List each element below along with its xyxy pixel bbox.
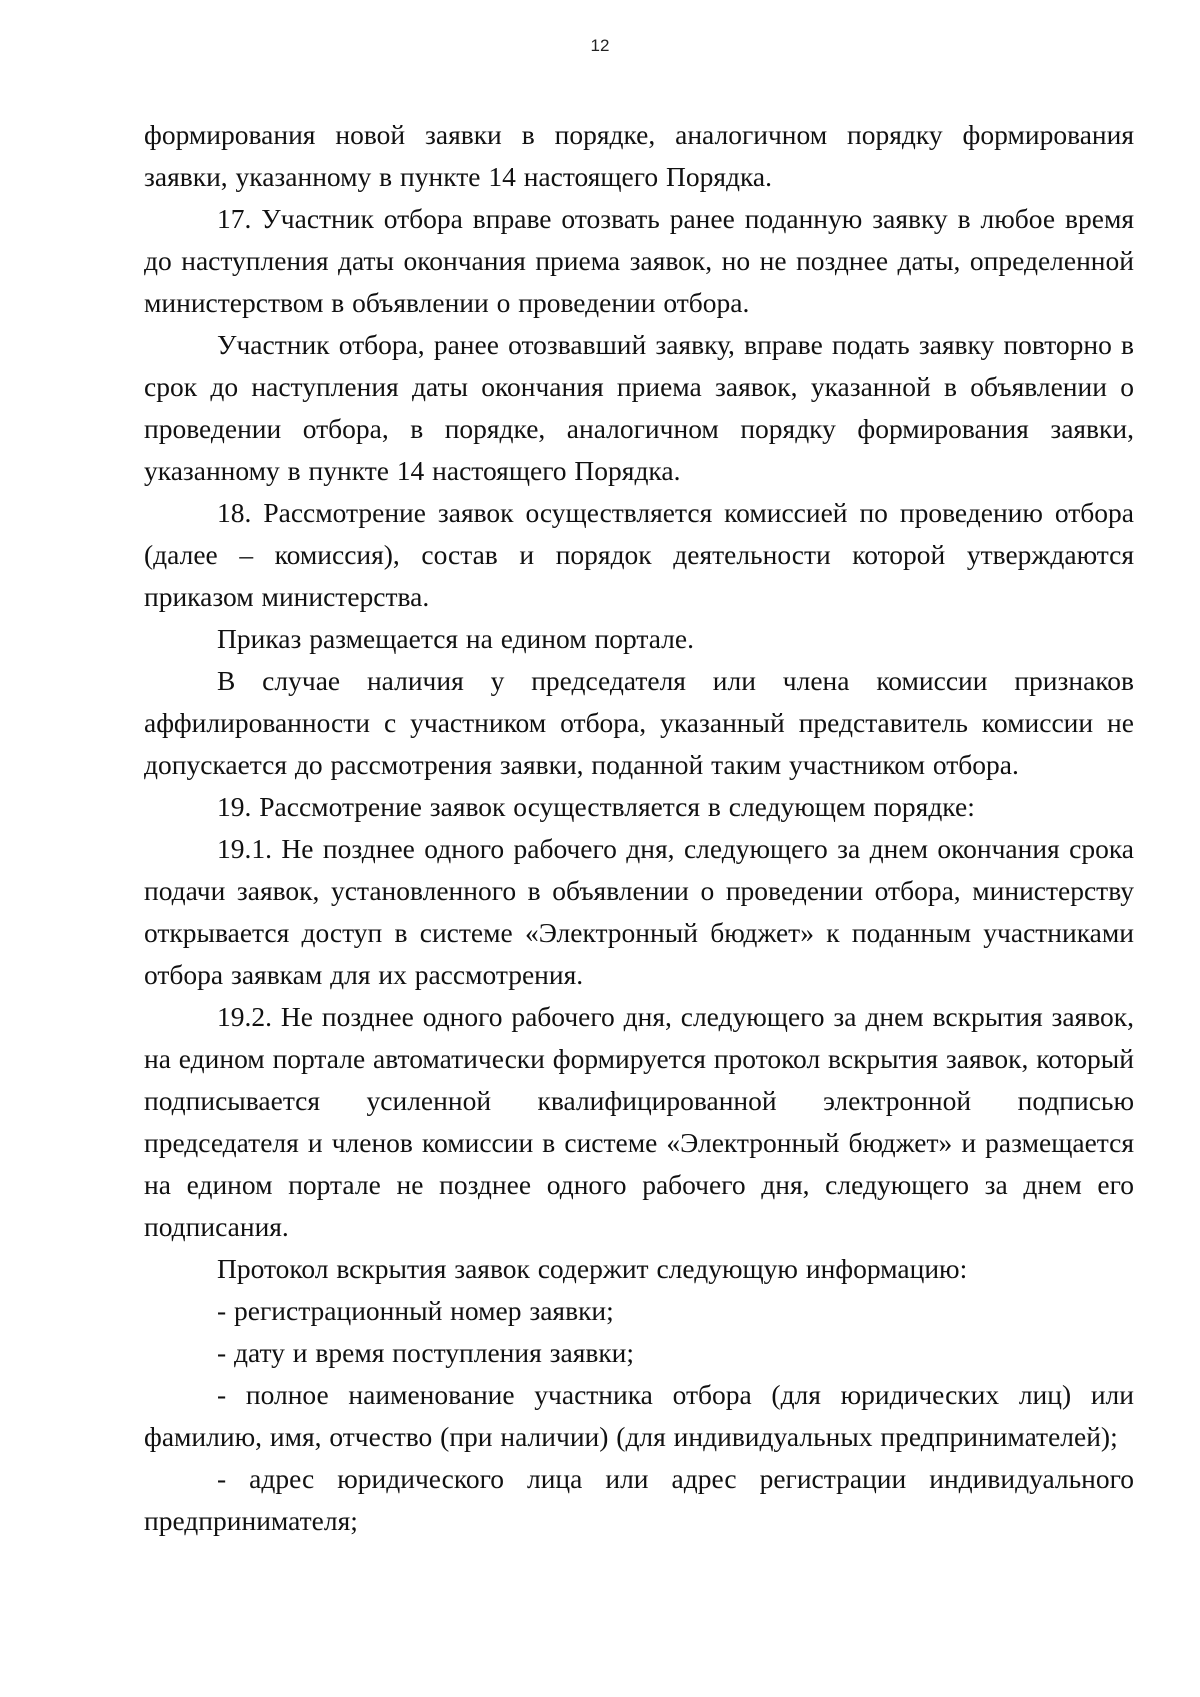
page-number: 12 bbox=[590, 36, 610, 55]
list-item-date-time: - дату и время поступления заявки; bbox=[217, 1337, 635, 1368]
paragraph-18: 18. Рассмотрение заявок осуществляется комиссией по проведению отбора (далее – комиссия), состав и порядок деятельности которой утверждаются приказом министерства. bbox=[144, 497, 1134, 612]
list-item-participant-name: - полное наименование участника отбора (для юридических лиц) или фамилию, имя, отчество (при наличии) (для индивидуальных предпринимателей); bbox=[144, 1379, 1134, 1452]
list-item-registration-number: - регистрационный номер заявки; bbox=[217, 1295, 614, 1326]
paragraph-18-affiliation: В случае наличия у председателя или члена комиссии признаков аффилированности с участником отбора, указанный представитель комиссии не допускается до рассмотрения заявки, поданной таким участником отбора. bbox=[144, 665, 1134, 780]
paragraph-17: 17. Участник отбора вправе отозвать ранее поданную заявку в любое время до наступления даты окончания приема заявок, но не позднее даты, определенной министерством в объявлении о проведении отбора. bbox=[144, 203, 1134, 318]
paragraph-17-resubmission: Участник отбора, ранее отозвавший заявку, вправе подать заявку повторно в срок до наступления даты окончания приема заявок, указанной в объявлении о проведении отбора, в порядке, аналогичном порядку формирования заявки, указанному в пункте 14 настоящего Порядка. bbox=[144, 329, 1134, 486]
document-body bbox=[144, 114, 1134, 1542]
paragraph-continuation: формирования новой заявки в порядке, аналогичном порядку формирования заявки, указанному в пункте 14 настоящего Порядка. bbox=[144, 119, 1134, 192]
paragraph-18-order-published: Приказ размещается на едином портале. bbox=[217, 623, 694, 654]
list-item-address: - адрес юридического лица или адрес регистрации индивидуального предпринимателя; bbox=[144, 1463, 1134, 1536]
paragraph-19-2: 19.2. Не позднее одного рабочего дня, следующего за днем вскрытия заявок, на едином портале автоматически формируется протокол вскрытия заявок, который подписывается усиленной квалифицированной электронной подписью председателя и членов комиссии в системе «Электронный бюджет» и размещается на едином портале не позднее одного рабочего дня, следующего за днем его подписания. bbox=[144, 1001, 1134, 1242]
paragraph-19: 19. Рассмотрение заявок осуществляется в следующем порядке: bbox=[217, 791, 975, 822]
paragraph-19-1: 19.1. Не позднее одного рабочего дня, следующего за днем окончания срока подачи заявок, установленного в объявлении о проведении отбора, министерству открывается доступ в системе «Электронный бюджет» к поданным участниками отбора заявкам для их рассмотрения. bbox=[144, 833, 1134, 990]
paragraph-protocol-contents: Протокол вскрытия заявок содержит следующую информацию: bbox=[217, 1253, 968, 1284]
